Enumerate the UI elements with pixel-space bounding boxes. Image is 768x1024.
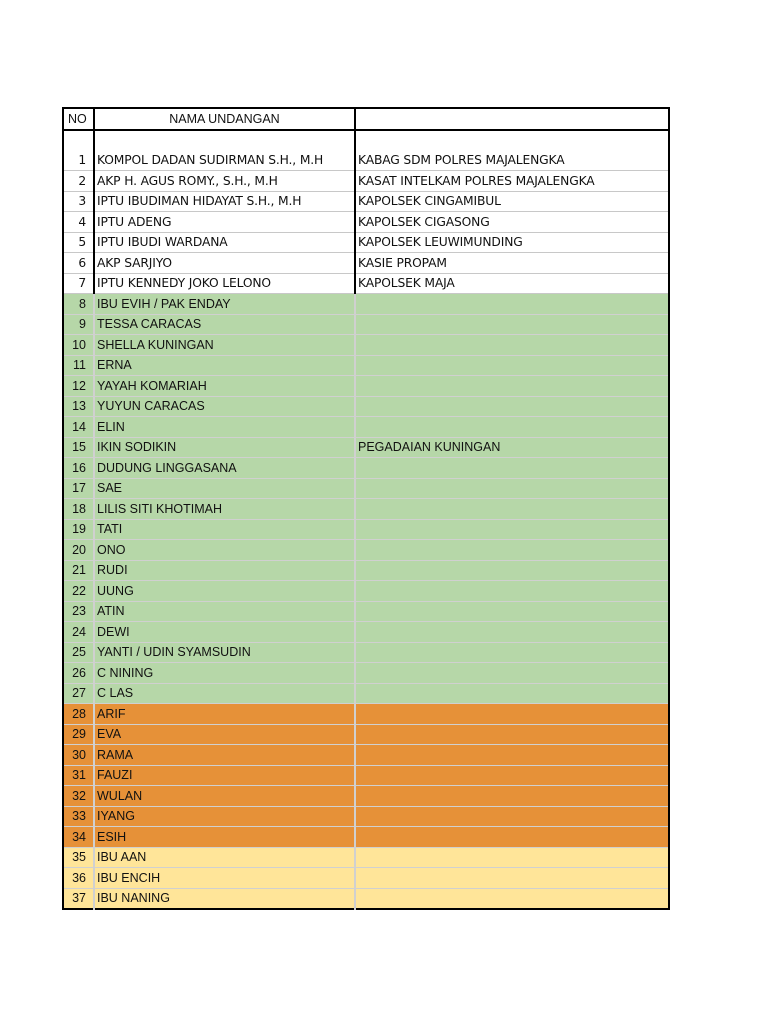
row-info-cell[interactable]	[355, 765, 669, 786]
row-info-cell[interactable]	[355, 683, 669, 704]
row-name-cell[interactable]: ARIF	[94, 704, 355, 725]
row-name-cell[interactable]: FAUZI	[94, 765, 355, 786]
table-row	[63, 663, 669, 684]
row-number-cell[interactable]: 12	[63, 376, 94, 397]
row-number-cell[interactable]: 17	[63, 478, 94, 499]
row-number-cell[interactable]: 34	[63, 827, 94, 848]
row-number-cell[interactable]: 10	[63, 335, 94, 356]
header-info[interactable]	[355, 108, 669, 130]
row-name-cell[interactable]: RAMA	[94, 745, 355, 766]
row-number-cell[interactable]: 28	[63, 704, 94, 725]
row-number-cell[interactable]: 25	[63, 642, 94, 663]
row-number-cell[interactable]: 36	[63, 868, 94, 889]
table-row	[63, 622, 669, 643]
row-info-cell[interactable]	[355, 458, 669, 479]
row-name-cell[interactable]: WULAN	[94, 786, 355, 807]
table-row	[63, 683, 669, 704]
row-number-cell[interactable]: 1	[63, 130, 94, 171]
row-name-cell[interactable]: YUYUN CARACAS	[94, 396, 355, 417]
row-name-cell[interactable]: EVA	[94, 724, 355, 745]
row-info-cell[interactable]	[355, 806, 669, 827]
row-name-cell[interactable]: DEWI	[94, 622, 355, 643]
row-number-cell[interactable]: 37	[63, 888, 94, 909]
row-number-cell[interactable]: 32	[63, 786, 94, 807]
table-row	[63, 130, 669, 171]
row-name-cell[interactable]: LILIS SITI KHOTIMAH	[94, 499, 355, 520]
row-number-cell[interactable]: 29	[63, 724, 94, 745]
row-name-cell[interactable]: TESSA CARACAS	[94, 314, 355, 335]
table-row	[63, 806, 669, 827]
row-number-cell[interactable]: 4	[63, 212, 94, 233]
row-number-cell[interactable]: 30	[63, 745, 94, 766]
row-info-cell[interactable]	[355, 622, 669, 643]
row-info-cell[interactable]: KAPOLSEK CIGASONG	[355, 212, 669, 233]
table-row	[63, 847, 669, 868]
row-info-cell[interactable]	[355, 704, 669, 725]
table-body	[63, 108, 669, 909]
row-name-cell[interactable]: IBU NANING	[94, 888, 355, 909]
row-name-cell[interactable]: ATIN	[94, 601, 355, 622]
row-info-cell[interactable]: KAPOLSEK LEUWIMUNDING	[355, 232, 669, 253]
row-number-cell[interactable]: 7	[63, 273, 94, 294]
row-number-cell[interactable]: 31	[63, 765, 94, 786]
row-info-cell[interactable]	[355, 499, 669, 520]
table-row	[63, 376, 669, 397]
row-info-cell[interactable]	[355, 745, 669, 766]
row-info-cell[interactable]: KAPOLSEK CINGAMIBUL	[355, 191, 669, 212]
row-name-cell[interactable]: RUDI	[94, 560, 355, 581]
table-row	[63, 745, 669, 766]
row-info-cell[interactable]	[355, 294, 669, 315]
row-number-cell[interactable]: 8	[63, 294, 94, 315]
row-number-cell[interactable]: 21	[63, 560, 94, 581]
table-row	[63, 314, 669, 335]
row-info-cell[interactable]	[355, 396, 669, 417]
table-row	[63, 437, 669, 458]
row-info-cell[interactable]	[355, 335, 669, 356]
row-name-cell[interactable]: AKP SARJIYO	[94, 253, 355, 274]
row-info-cell[interactable]	[355, 847, 669, 868]
table-row	[63, 253, 669, 274]
row-name-cell[interactable]: IBU ENCIH	[94, 868, 355, 889]
header-name[interactable]: NAMA UNDANGAN	[94, 108, 355, 130]
table-row	[63, 191, 669, 212]
row-name-cell[interactable]: ELIN	[94, 417, 355, 438]
table-row	[63, 827, 669, 848]
table-row	[63, 396, 669, 417]
row-number-cell[interactable]: 2	[63, 171, 94, 192]
row-info-cell[interactable]	[355, 724, 669, 745]
row-number-cell[interactable]: 6	[63, 253, 94, 274]
row-name-cell[interactable]: IPTU KENNEDY JOKO LELONO	[94, 273, 355, 294]
row-info-cell[interactable]	[355, 519, 669, 540]
row-info-cell[interactable]	[355, 601, 669, 622]
row-info-cell[interactable]: KASIE PROPAM	[355, 253, 669, 274]
table-row	[63, 458, 669, 479]
row-info-cell[interactable]	[355, 540, 669, 561]
row-info-cell[interactable]: KAPOLSEK MAJA	[355, 273, 669, 294]
table-row	[63, 704, 669, 725]
row-name-cell[interactable]: IPTU IBUDI WARDANA	[94, 232, 355, 253]
row-name-cell[interactable]: KOMPOL DADAN SUDIRMAN S.H., M.H	[94, 130, 355, 171]
row-number-cell[interactable]: 26	[63, 663, 94, 684]
row-name-cell[interactable]: IKIN SODIKIN	[94, 437, 355, 458]
row-name-cell[interactable]: YANTI / UDIN SYAMSUDIN	[94, 642, 355, 663]
table-row	[63, 294, 669, 315]
row-number-cell[interactable]: 19	[63, 519, 94, 540]
row-info-cell[interactable]	[355, 663, 669, 684]
row-info-cell[interactable]: PEGADAIAN KUNINGAN	[355, 437, 669, 458]
row-name-cell[interactable]: SAE	[94, 478, 355, 499]
row-info-cell[interactable]	[355, 888, 669, 909]
row-number-cell[interactable]: 9	[63, 314, 94, 335]
row-info-cell[interactable]	[355, 560, 669, 581]
table-row	[63, 642, 669, 663]
row-name-cell[interactable]: AKP H. AGUS ROMY., S.H., M.H	[94, 171, 355, 192]
row-name-cell[interactable]: C NINING	[94, 663, 355, 684]
row-number-cell[interactable]: 35	[63, 847, 94, 868]
invitation-table	[62, 107, 670, 910]
row-number-cell[interactable]: 13	[63, 396, 94, 417]
row-name-cell[interactable]: TATI	[94, 519, 355, 540]
row-info-cell[interactable]	[355, 478, 669, 499]
row-name-cell[interactable]: ONO	[94, 540, 355, 561]
table-row	[63, 212, 669, 233]
row-name-cell[interactable]: YAYAH KOMARIAH	[94, 376, 355, 397]
row-name-cell[interactable]: SHELLA KUNINGAN	[94, 335, 355, 356]
table-row	[63, 724, 669, 745]
table-row	[63, 601, 669, 622]
row-name-cell[interactable]: ESIH	[94, 827, 355, 848]
row-number-cell[interactable]: 14	[63, 417, 94, 438]
table-row	[63, 868, 669, 889]
table-row	[63, 499, 669, 520]
row-number-cell[interactable]: 22	[63, 581, 94, 602]
row-info-cell[interactable]: KASAT INTELKAM POLRES MAJALENGKA	[355, 171, 669, 192]
row-info-cell[interactable]	[355, 376, 669, 397]
row-number-cell[interactable]: 20	[63, 540, 94, 561]
row-info-cell[interactable]	[355, 827, 669, 848]
row-name-cell[interactable]: DUDUNG LINGGASANA	[94, 458, 355, 479]
row-name-cell[interactable]: IYANG	[94, 806, 355, 827]
table-row	[63, 540, 669, 561]
table-row	[63, 765, 669, 786]
row-number-cell[interactable]: 15	[63, 437, 94, 458]
table-row	[63, 581, 669, 602]
row-name-cell[interactable]: ERNA	[94, 355, 355, 376]
table-row	[63, 335, 669, 356]
header-no[interactable]: NO	[63, 108, 94, 130]
row-info-cell[interactable]	[355, 786, 669, 807]
table-row	[63, 273, 669, 294]
row-number-cell[interactable]: 24	[63, 622, 94, 643]
row-info-cell[interactable]	[355, 417, 669, 438]
row-name-cell[interactable]: UUNG	[94, 581, 355, 602]
table-row	[63, 171, 669, 192]
table-row	[63, 355, 669, 376]
row-name-cell[interactable]: IPTU ADENG	[94, 212, 355, 233]
row-number-cell[interactable]: 5	[63, 232, 94, 253]
row-number-cell[interactable]: 3	[63, 191, 94, 212]
row-number-cell[interactable]: 23	[63, 601, 94, 622]
table-row	[63, 519, 669, 540]
row-info-cell[interactable]	[355, 868, 669, 889]
row-info-cell[interactable]	[355, 581, 669, 602]
row-info-cell[interactable]: KABAG SDM POLRES MAJALENGKA	[355, 130, 669, 171]
row-name-cell[interactable]: C LAS	[94, 683, 355, 704]
row-number-cell[interactable]: 33	[63, 806, 94, 827]
table-row	[63, 786, 669, 807]
row-number-cell[interactable]: 16	[63, 458, 94, 479]
row-number-cell[interactable]: 18	[63, 499, 94, 520]
row-info-cell[interactable]	[355, 314, 669, 335]
table-row	[63, 478, 669, 499]
row-number-cell[interactable]: 11	[63, 355, 94, 376]
table-row	[63, 417, 669, 438]
table-row	[63, 232, 669, 253]
row-name-cell[interactable]: IPTU IBUDIMAN HIDAYAT S.H., M.H	[94, 191, 355, 212]
table-row	[63, 888, 669, 909]
row-name-cell[interactable]: IBU EVIH / PAK ENDAY	[94, 294, 355, 315]
row-name-cell[interactable]: IBU AAN	[94, 847, 355, 868]
row-number-cell[interactable]: 27	[63, 683, 94, 704]
table-row	[63, 560, 669, 581]
row-info-cell[interactable]	[355, 642, 669, 663]
header-row	[63, 108, 669, 130]
row-info-cell[interactable]	[355, 355, 669, 376]
